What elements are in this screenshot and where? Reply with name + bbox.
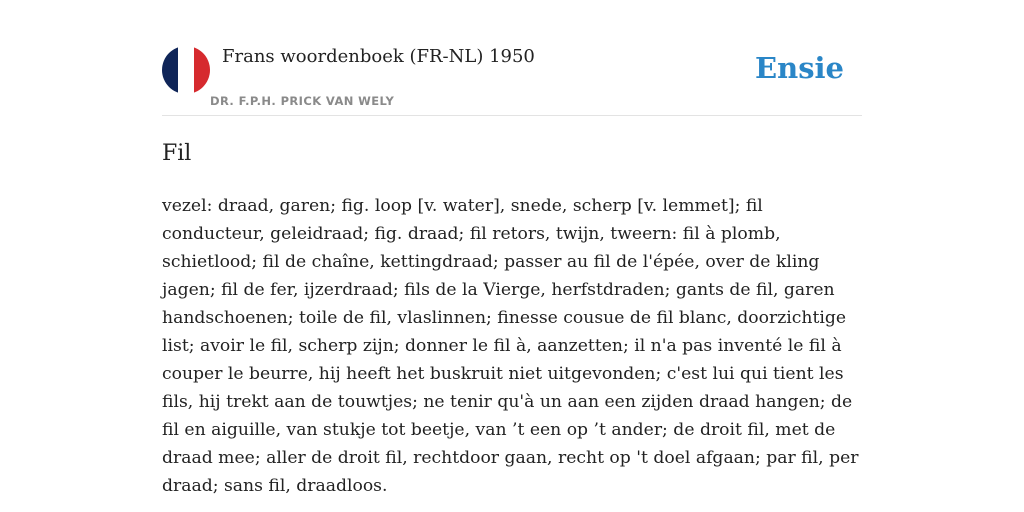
dictionary-title[interactable]: Frans woordenboek (FR-NL) 1950 bbox=[222, 46, 535, 67]
dictionary-card bbox=[162, 0, 862, 512]
author-name: DR. F.P.H. PRICK VAN WELY bbox=[210, 94, 395, 108]
flag-blue-stripe bbox=[162, 46, 178, 94]
france-flag-icon bbox=[162, 46, 210, 94]
entry-headword: Fil bbox=[162, 141, 192, 166]
flag-red-stripe bbox=[194, 46, 210, 94]
entry-definition: vezel: draad, garen; fig. loop [v. water], snede, scherp [v. lemmet]; fil conducteur, geleidraad; fig. draad; fil retors, twijn, tweern: fil à plomb, schietlood; fil de chaîne, kettingdraad; passer au fil de l'épée, over de kling jagen; fil de fer, ijzerdraad; fils de la Vierge, herfstdraden; gants de fil, garen handschoenen; toile de fil, vlaslinnen; finesse cousue de fil blanc, doorzichtige list; avoir le fil, scherp zijn; donner le fil à, aanzetten; il n'a pas inventé le fil à couper le beurre, hij heeft het buskruit niet uitgevonden; c'est lui qui tient les fils, hij trekt aan de touwtjes; ne tenir qu'à un aan een zijden draad hangen; de fil en aiguille, van stukje tot beetje, van ’t een op ’t ander; de droit fil, met de draad mee; aller de droit fil, rechtdoor gaan, recht op 't doel afgaan; par fil, per draad; sans fil, draadloos. bbox=[162, 196, 859, 496]
header-divider bbox=[162, 115, 862, 116]
flag-white-stripe bbox=[178, 46, 194, 94]
brand-logo[interactable]: Ensie bbox=[755, 51, 844, 85]
